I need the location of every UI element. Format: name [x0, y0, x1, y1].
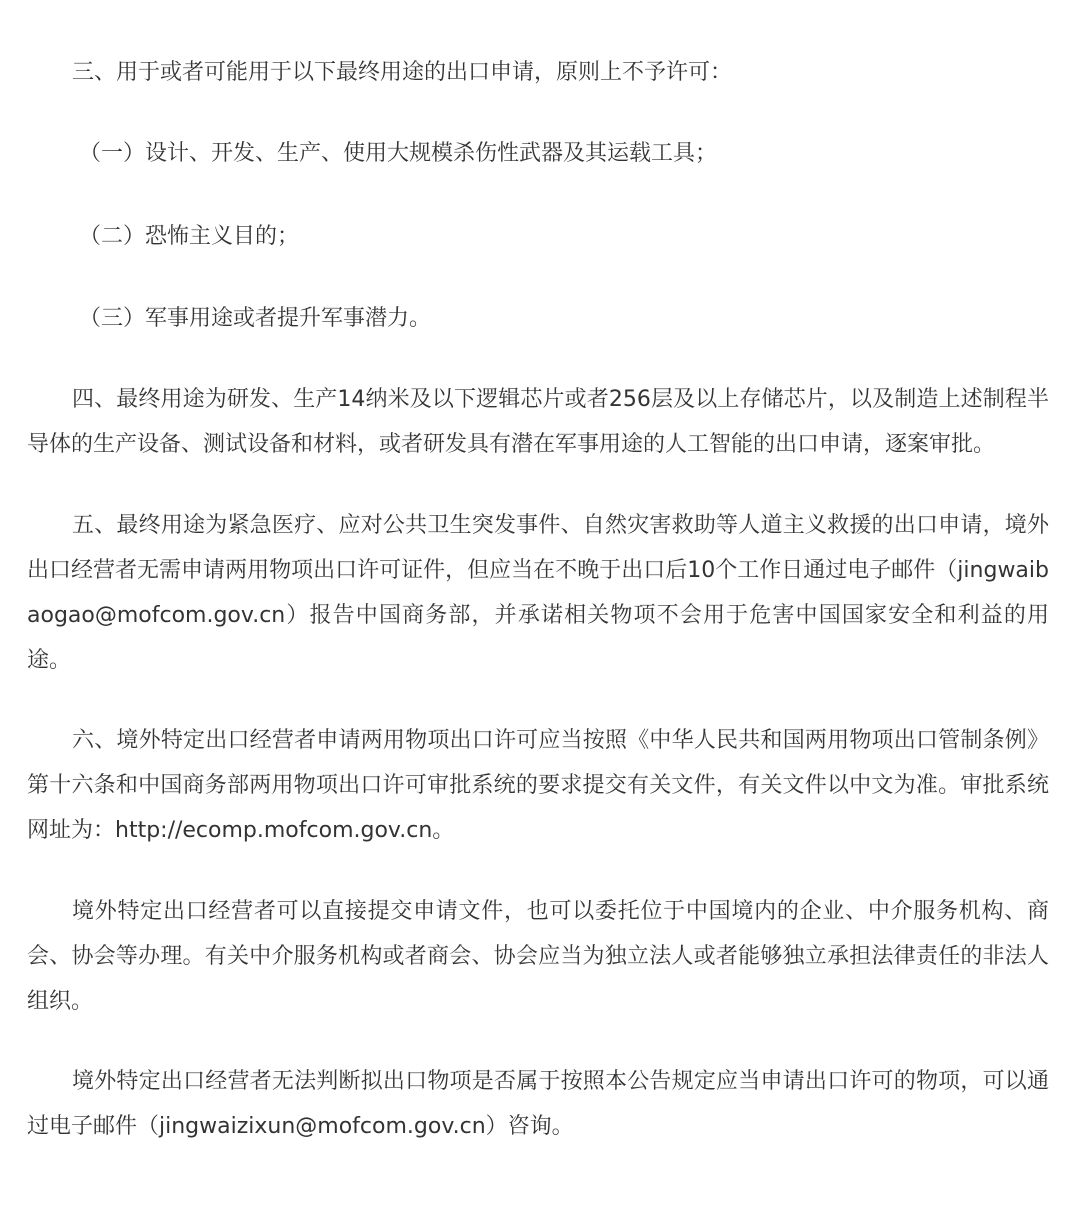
- section-3-item-2: （二）恐怖主义目的；: [79, 224, 300, 249]
- section-3-item-3: （三）军事用途或者提升军事潜力。: [79, 306, 432, 331]
- inquiry-paragraph: 境外特定出口经营者无法判断拟出口物项是否属于按照本公告规定应当申请出口许可的物项，可以通过电子邮件（jingwaizixun@mofcom.gov.cn）咨询。: [27, 1069, 1049, 1139]
- section-5-paragraph: 五、最终用途为紧急医疗、应对公共卫生突发事件、自然灾害救助等人道主义救援的出口申请，境外出口经营者无需申请两用物项出口许可证件，但应当在不晚于出口后10个工作日通过电子邮件（jingwaibaogao@mofcom.gov.cn）报告中国商务部，并承诺相关物项不会用于危害中国国家安全和利益的用途。: [27, 513, 1049, 673]
- section-4-paragraph: 四、最终用途为研发、生产14纳米及以下逻辑芯片或者256层及以上存储芯片，以及制造上述制程半导体的生产设备、测试设备和材料，或者研发具有潜在军事用途的人工智能的出口申请，逐案审批。: [27, 387, 1049, 457]
- section-3-heading: 三、用于或者可能用于以下最终用途的出口申请，原则上不予许可：: [72, 60, 733, 85]
- section-3-item-1: （一）设计、开发、生产、使用大规模杀伤性武器及其运载工具；: [79, 141, 718, 166]
- agents-paragraph: 境外特定出口经营者可以直接提交申请文件，也可以委托位于中国境内的企业、中介服务机构、商会、协会等办理。有关中介服务机构或者商会、协会应当为独立法人或者能够独立承担法律责任的非法人组织。: [27, 899, 1049, 1014]
- section-6-paragraph: 六、境外特定出口经营者申请两用物项出口许可应当按照《中华人民共和国两用物项出口管制条例》第十六条和中国商务部两用物项出口许可审批系统的要求提交有关文件，有关文件以中文为准。审批系统网址为：http://ecomp.mofcom.gov.cn。: [27, 728, 1049, 843]
